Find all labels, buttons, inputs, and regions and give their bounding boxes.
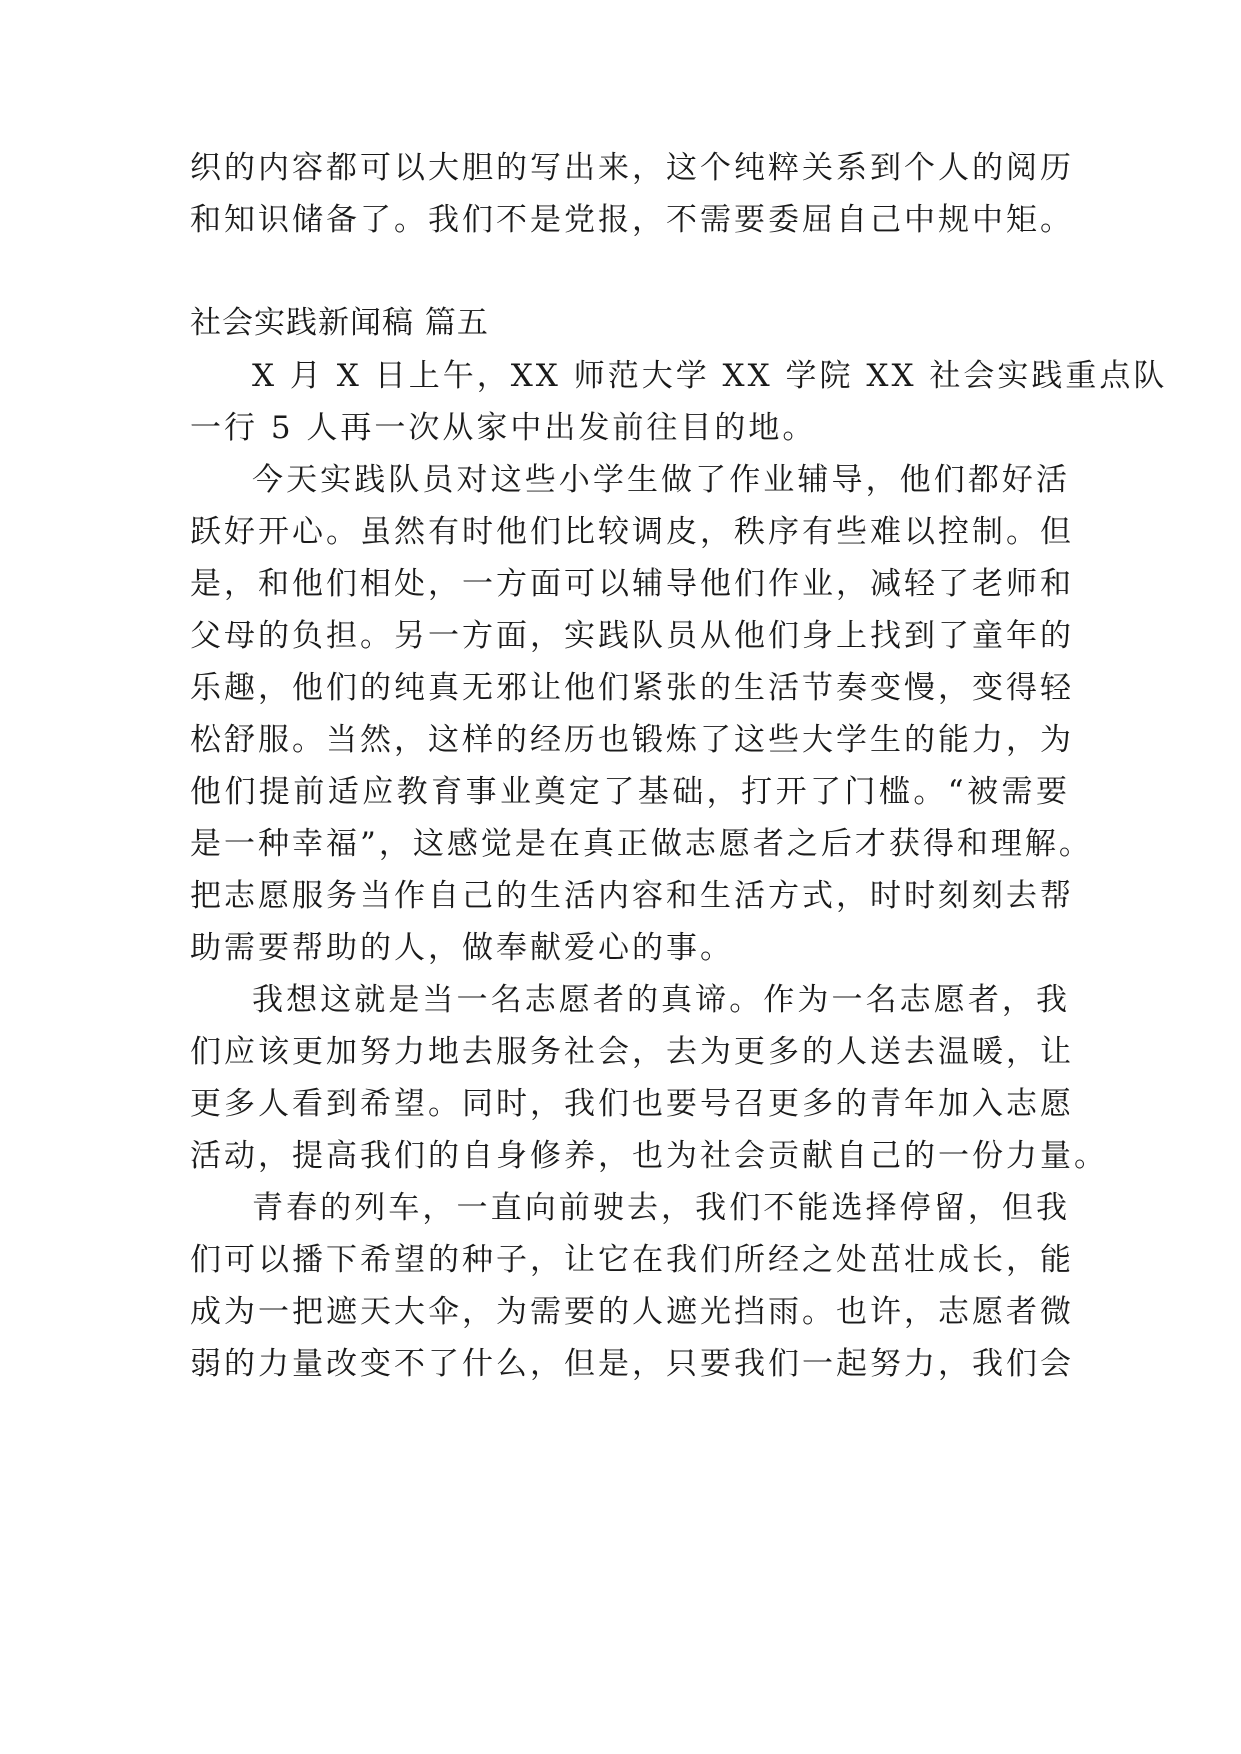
paragraph-first-line: 今天实践队员对这些小学生做了作业辅导，他们都好活 [252, 462, 1070, 498]
text-line: 和知识储备了。我们不是党报，不需要委屈自己中规中矩。 [190, 202, 1074, 238]
text-line: 把志愿服务当作自己的生活内容和生活方式，时时刻刻去帮 [190, 878, 1074, 914]
text-line: 乐趣，他们的纯真无邪让他们紧张的生活节奏变慢，变得轻 [190, 670, 1074, 706]
text-line: 一行 5 人再一次从家中出发前往目的地。 [190, 410, 817, 446]
text-line: 跃好开心。虽然有时他们比较调皮，秩序有些难以控制。但 [190, 514, 1074, 550]
text-line: 们可以播下希望的种子，让它在我们所经之处茁壮成长，能 [190, 1242, 1074, 1278]
text-line: 织的内容都可以大胆的写出来，这个纯粹关系到个人的阅历 [190, 150, 1074, 186]
text-line: 更多人看到希望。同时，我们也要号召更多的青年加入志愿 [190, 1086, 1074, 1122]
text-line: 助需要帮助的人，做奉献爱心的事。 [190, 930, 734, 966]
text-line: 是，和他们相处，一方面可以辅导他们作业，减轻了老师和 [190, 566, 1074, 602]
text-line: 松舒服。当然，这样的经历也锻炼了这些大学生的能力，为 [190, 722, 1074, 758]
paragraph-first-line: 我想这就是当一名志愿者的真谛。作为一名志愿者，我 [252, 982, 1070, 1018]
text-line: 们应该更加努力地去服务社会，去为更多的人送去温暖，让 [190, 1034, 1074, 1070]
text-line: 父母的负担。另一方面，实践队员从他们身上找到了童年的 [190, 618, 1074, 654]
paragraph-first-line: 青春的列车，一直向前驶去，我们不能选择停留，但我 [252, 1190, 1070, 1226]
paragraph-first-line: X 月 X 日上午，XX 师范大学 XX 学院 XX 社会实践重点队 [252, 358, 1168, 394]
text-line: 活动，提高我们的自身修养，也为社会贡献自己的一份力量。 [190, 1138, 1108, 1174]
text-line: 成为一把遮天大伞，为需要的人遮光挡雨。也许，志愿者微 [190, 1294, 1074, 1330]
text-line: 他们提前适应教育事业奠定了基础，打开了门槛。“被需要 [190, 774, 1070, 810]
text-line: 弱的力量改变不了什么，但是，只要我们一起努力，我们会 [190, 1346, 1074, 1382]
text-line: 是一种幸福”，这感觉是在真正做志愿者之后才获得和理解。 [190, 826, 1093, 862]
section-heading: 社会实践新闻稿 篇五 [190, 305, 489, 341]
